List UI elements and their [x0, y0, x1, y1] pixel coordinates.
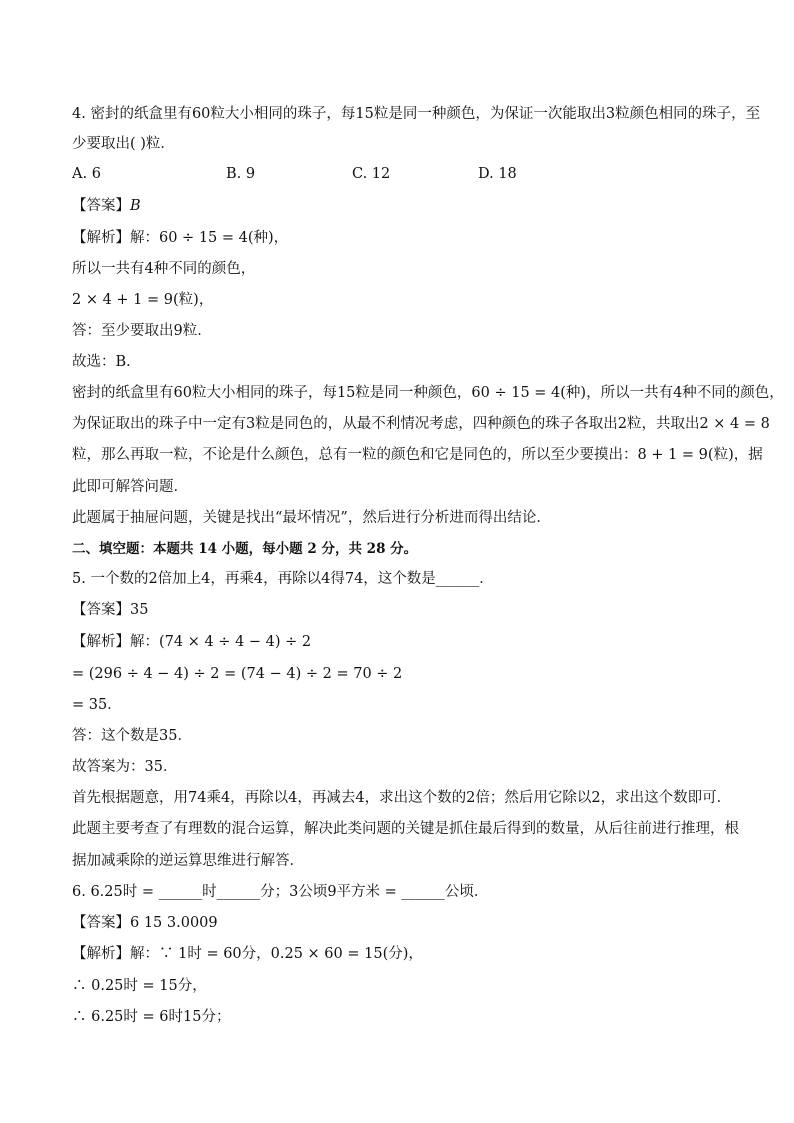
q4-option-d: D. 18 — [478, 166, 517, 182]
q4-explain-line: 密封的纸盒里有60粒大小相同的珠子，每15粒是同一种颜色，60 ÷ 15 = 4(种)，所以一共有4种不同的颜色， — [72, 385, 784, 401]
q5-analysis-line: = 35． — [72, 697, 122, 713]
q6-stem: 6. 6.25时 = ______时______分；3公顷9平方米 = ______公顷． — [72, 884, 489, 900]
answer-label: 【答案】 — [72, 602, 130, 618]
q4-explain-line: 为保证取出的珠子中一定有3粒是同色的，从最不利情况考虑，四种颜色的珠子各取出2粒，共取出2 × 4 = 8 — [72, 416, 770, 432]
q4-analysis-line: 答：至少要取出9粒． — [72, 323, 212, 339]
q4-analysis-line — [72, 228, 288, 248]
q4-option-a: A. 6 — [72, 166, 101, 182]
analysis-text: 解：60 ÷ 15 = 4(种)， — [130, 230, 289, 246]
answer-label: 【答案】 — [72, 198, 130, 214]
q4-explain-line: 此题属于抽屉问题，关键是找出“最坏情况”，然后进行分析进而得出结论． — [72, 510, 551, 526]
answer-value: 6 15 3.0009 — [130, 915, 218, 931]
q4-analysis-line: 2 × 4 + 1 = 9(粒)， — [72, 292, 214, 308]
q4-option-b: B. 9 — [226, 166, 256, 182]
q5-analysis-line: = (296 ÷ 4 − 4) ÷ 2 = (74 − 4) ÷ 2 = 70 ÷ 2 — [72, 666, 403, 682]
analysis-label: 【解析】 — [72, 946, 130, 962]
q6-answer — [72, 913, 218, 933]
analysis-label: 【解析】 — [72, 230, 130, 246]
q4-analysis-line: 故选：B． — [72, 354, 141, 370]
q5-analysis-line — [72, 632, 311, 652]
q6-analysis-line: ∴ 6.25时 = 6时15分； — [72, 1009, 231, 1025]
q4-explain-line: 粒，那么再取一粒，不论是什么颜色，总有一粒的颜色和它是同色的，所以至少要摸出：8 + 1 = 9(粒)，据 — [72, 447, 763, 463]
q4-answer — [72, 196, 141, 216]
answer-value: 35 — [130, 602, 149, 618]
q5-analysis-line: 首先根据题意，用74乘4，再除以4，再减去4，求出这个数的2倍；然后用它除以2，求出这个数即可． — [72, 790, 732, 806]
q5-stem: 5. 一个数的2倍加上4，再乘4，再除以4得74，这个数是______． — [72, 571, 494, 587]
q5-answer — [72, 600, 148, 620]
answer-label: 【答案】 — [72, 915, 130, 931]
q5-analysis-line: 故答案为：35． — [72, 759, 178, 775]
q4-explain-line: 此即可解答问题． — [72, 479, 188, 495]
q4-analysis-line: 所以一共有4种不同的颜色， — [72, 261, 256, 277]
q6-analysis-line — [72, 944, 423, 964]
q6-analysis-line: ∴ 0.25时 = 15分， — [72, 978, 207, 994]
analysis-text: 解：(74 × 4 ÷ 4 − 4) ÷ 2 — [130, 634, 312, 650]
q5-analysis-line: 据加减乘除的逆运算思维进行解答． — [72, 853, 304, 869]
analysis-label: 【解析】 — [72, 634, 130, 650]
analysis-text: 解：∵ 1时 = 60分，0.25 × 60 = 15(分)， — [130, 946, 423, 962]
q4-stem-line2: 少要取出( )粒． — [72, 136, 175, 152]
q5-analysis-line: 此题主要考查了有理数的混合运算，解决此类问题的关键是抓住最后得到的数量，从后往前进行推理，根 — [72, 821, 739, 837]
q5-analysis-line: 答：这个数是35． — [72, 728, 192, 744]
q4-option-c: C. 12 — [352, 166, 391, 182]
q4-stem-line1: 4. 密封的纸盒里有60粒大小相同的珠子，每15粒是同一种颜色，为保证一次能取出3粒颜色相同的珠子，至 — [72, 106, 761, 122]
section-heading: 二、填空题：本题共 14 小题，每小题 2 分，共 28 分。 — [72, 541, 418, 557]
answer-value: B — [130, 198, 141, 214]
